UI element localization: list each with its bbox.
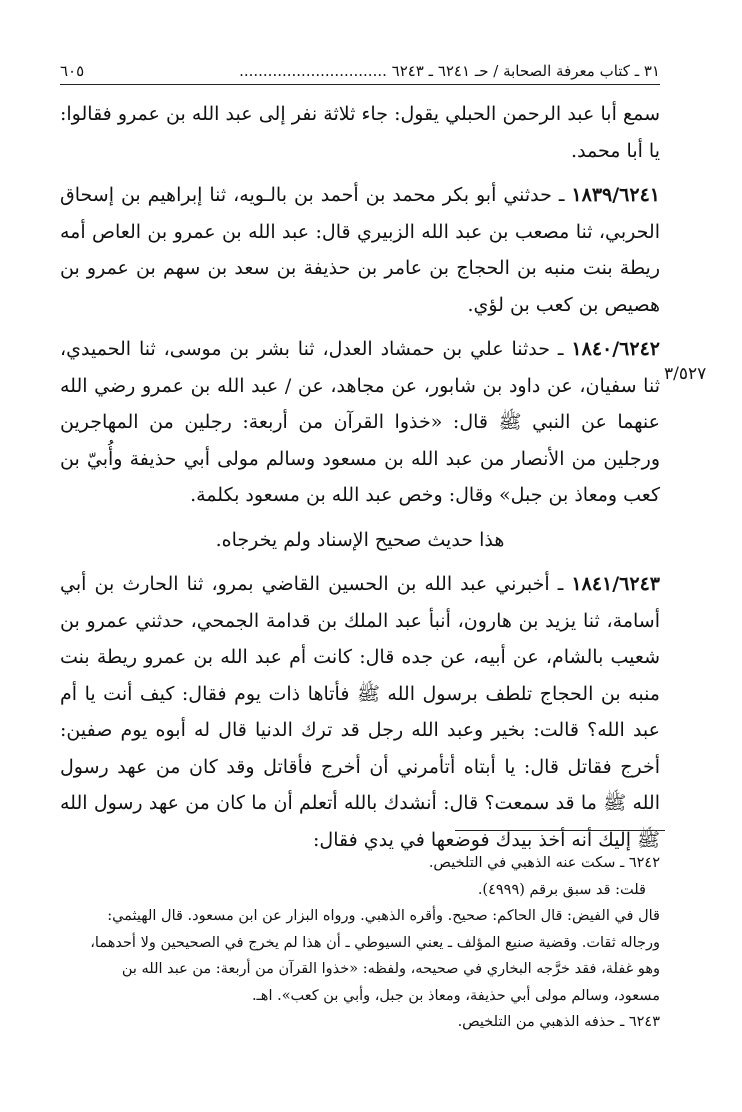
- footnote-divider: [455, 830, 665, 831]
- footnote-line: مسعود، وسالم مولى أبي حذيفة، ومعاذ بن جبل، وأبي بن كعب». اهـ.: [251, 987, 660, 1004]
- footnote-line: قال في الفيض: قال الحاكم: صحيح. وأقره الذهبي. ورواه البزار عن ابن مسعود. قال الهيثمي:: [107, 908, 660, 924]
- footnote-line: وهو غفلة، فقد خرَّجه البخاري في صحيحه، ولفظه: «خذوا القرآن من أربعة: من عبد الله بن: [121, 961, 660, 977]
- page-number: ٦٠٥: [60, 62, 85, 80]
- main-text: [60, 96, 660, 866]
- hadith-number: ١٨٤٠/٦٢٤٢: [571, 338, 660, 360]
- margin-reference: ٣/٥٢٧: [664, 364, 707, 384]
- footnote-line: ٦٢٤٣ ـ حذفه الذهبي من التلخيص.: [457, 1014, 660, 1030]
- paragraph-text: هذا حديث صحيح الإسناد ولم يخرجاه.: [215, 528, 505, 551]
- paragraph-text: سمع أبا عبد الرحمن الحبلي يقول: جاء ثلاثة نفر إلى عبد الله بن عمرو فقالوا: يا أبا محمد.: [60, 103, 660, 162]
- footnote-line: قلت: قد سبق برقم (٤٩٩٩).: [477, 881, 646, 898]
- hadith-number: ١٨٣٩/٦٢٤١: [571, 184, 660, 206]
- paragraph-continuation: [60, 96, 660, 169]
- footnote-line: ورجاله ثقات. وقضية صنيع المؤلف ـ يعني السيوطي ـ أن هذا لم يخرج في الصحيحين ولا أحدهما،: [90, 934, 660, 951]
- paragraph-text: ـ أخبرني عبد الله بن الحسين القاضي بمرو، ثنا الحارث بن أبي أسامة، ثنا يزيد بن هارون، أنبأ عبد الملك بن قدامة الجمحي، حدثني عمرو بن شعيب بالشام، عن أبيه، عن جده قال: كانت أم عبد الله بن عمرو ريطة بنت منبه بن الحجاج تلطف برسول الله ﷺ فأتاها ذات يوم فقال: كيف أنت يا أم عبد الله؟ قالت: بخير وعبد الله رجل قد ترك الدنيا قال له أبوه يوم صفين: أخرج فقاتل قال: يا أبتاه أتأمرني أن أخرج فأقاتل وقد كان من عهد رسول الله ﷺ ما قد سمعت؟ قال: أنشدك بالله أتعلم أن ما كان من عهد رسول الله ﷺ إليك أنه أخذ بيدك فوضعها في يدي فقال:: [60, 573, 660, 851]
- header-title: ٣١ ـ كتاب معرفة الصحابة / حـ ٦٢٤١ ـ ٦٢٤٣ ...............................: [239, 62, 660, 80]
- running-header: [60, 62, 660, 85]
- paragraph-text: ـ حدثني أبو بكر محمد بن أحمد بن بالـويه، ثنا إبراهيم بن إسحاق الحربي، ثنا مصعب بن عبد الله الزبيري قال: عبد الله بن عمرو بن العاص أمه ريطة بنت منبه بن الحجاج بن عامر بن حذيفة بن سعد بن سهم بن عمرو بن هصيص بن كعب بن لؤي.: [60, 184, 660, 316]
- hadith-6241: [60, 177, 660, 323]
- hadith-6243: [60, 566, 660, 858]
- paragraph-text: ـ حدثنا علي بن حمشاد العدل، ثنا بشر بن موسى، ثنا الحميدي، ثنا سفيان، عن داود بن شابور، عن مجاهد، عن / عبد الله بن عمرو رضي الله عنهما عن النبي ﷺ قال: «خذوا القرآن من أربعة: رجلين من المهاجرين ورجلين من الأنصار من عبد الله بن مسعود وسالم مولى أبي حذيفة وأُبيّ بن كعب ومعاذ بن جبل» وقال: وخص عبد الله بن مسعود بكلمة.: [60, 338, 660, 506]
- hadith-6242: [60, 331, 660, 514]
- footnotes: [60, 850, 660, 1036]
- hadith-number: ١٨٤١/٦٢٤٣: [571, 573, 660, 595]
- footnote-line: ٦٢٤٢ ـ سكت عنه الذهبي في التلخيص.: [428, 855, 660, 871]
- authentication-note: [60, 522, 660, 559]
